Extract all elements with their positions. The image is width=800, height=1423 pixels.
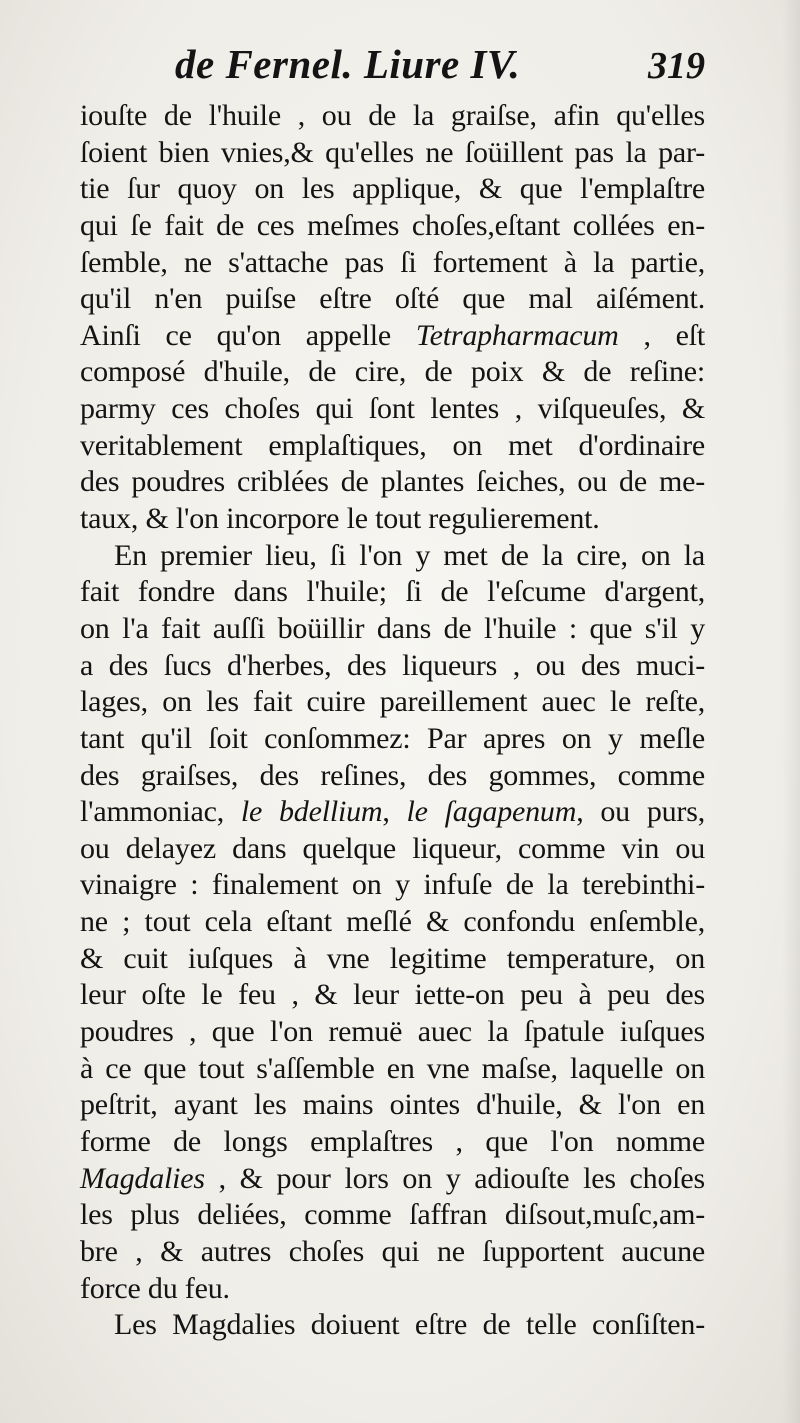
text-segment: Ainſi ce qu'on appelle xyxy=(80,318,416,352)
text-segment: , eſt xyxy=(618,318,705,352)
text-line: ne ; tout cela eſtant meſlé & confondu enſemble, xyxy=(80,905,705,939)
italic-term: le ſagapenum xyxy=(406,795,577,829)
text-line: lages, on les fait cuire pareillement auec le reſte, xyxy=(80,685,705,719)
text-line: qui ſe fait de ces meſmes choſes,eſtant collées en- xyxy=(80,208,705,242)
text-segment: , & pour lors on y adiouſte les choſes xyxy=(204,1161,705,1195)
text-line: taux, & l'on incorpore le tout regulierement. xyxy=(80,502,600,536)
running-head: de Fernel. Liure IV. xyxy=(175,41,521,87)
text-line: poudres , que l'on remuë auec la ſpatule iuſques xyxy=(80,1015,705,1049)
text-line: fait fondre dans l'huile; ſi de l'eſcume d'argent, xyxy=(80,575,705,609)
text-line: tant qu'il ſoit conſommez: Par apres on y meſle xyxy=(80,721,705,755)
text-line: qu'il n'en puiſse eſtre oſté que mal aiſément. xyxy=(80,282,705,316)
italic-term: Tetrapharmacum xyxy=(415,318,619,352)
page-number: 319 xyxy=(648,45,705,87)
text-line: forme de longs emplaſtres , que l'on nomme xyxy=(80,1124,705,1158)
text-line: Les Magdalies doiuent eſtre de telle conſiſten- xyxy=(114,1308,705,1342)
text-line: des poudres criblées de plantes ſeiches, ou de me- xyxy=(80,465,705,499)
text-segment: , xyxy=(382,795,407,829)
text-line: iouſte de l'huile , ou de la graiſse, afin qu'elles xyxy=(80,99,705,132)
page-header xyxy=(175,40,705,100)
italic-term: Magdalies xyxy=(80,1161,205,1195)
text-line: peſtrit, ayant les mains ointes d'huile, & l'on en xyxy=(80,1088,705,1122)
text-line: vinaigre : finalement on y infuſe de la terebinthi- xyxy=(80,868,705,902)
page-edge-shadow xyxy=(782,0,800,1423)
text-line: on l'a fait auſſi boüillir dans de l'huile : que s'il y xyxy=(80,611,705,645)
text-line xyxy=(80,1161,705,1198)
text-line xyxy=(80,318,705,355)
text-line: tie ſur quoy on les applique, & que l'emplaſtre xyxy=(80,172,705,206)
text-line: a des ſucs d'herbes, des liqueurs , ou des muci- xyxy=(80,648,705,682)
text-line: ou delayez dans quelque liqueur, comme vin ou xyxy=(80,831,705,865)
text-line: ſemble, ne s'attache pas ſi fortement à la partie, xyxy=(80,245,705,279)
italic-term: le bdellium xyxy=(240,795,383,829)
text-line: leur oſte le feu , & leur iette-on peu à peu des xyxy=(80,978,705,1012)
text-line: à ce que tout s'aſſemble en vne maſse, laquelle on xyxy=(80,1051,705,1085)
text-line: bre , & autres choſes qui ne ſupportent aucune xyxy=(80,1234,705,1268)
text-segment: l'ammoniac, xyxy=(80,795,241,829)
text-line: parmy ces choſes qui ſont lentes , viſqueuſes, & xyxy=(80,392,705,426)
text-segment: , ou purs, xyxy=(576,795,705,829)
text-line: & cuit iuſques à vne legitime temperature, on xyxy=(80,941,705,975)
text-line: veritablement emplaſtiques, on met d'ordinaire xyxy=(80,428,705,462)
text-line: des graiſses, des reſines, des gommes, comme xyxy=(80,758,705,792)
body-text xyxy=(80,98,705,1344)
text-line: force du feu. xyxy=(80,1271,230,1305)
text-line: les plus deliées, comme ſaffran diſsout,muſc,am- xyxy=(80,1198,705,1232)
text-line xyxy=(80,794,705,831)
text-line: ſoient bien vnies,& qu'elles ne ſoüillent pas la par- xyxy=(80,135,705,169)
text-line: composé d'huile, de cire, de poix & de reſine: xyxy=(80,355,705,389)
text-line: En premier lieu, ſi l'on y met de la cire, on la xyxy=(114,538,705,572)
